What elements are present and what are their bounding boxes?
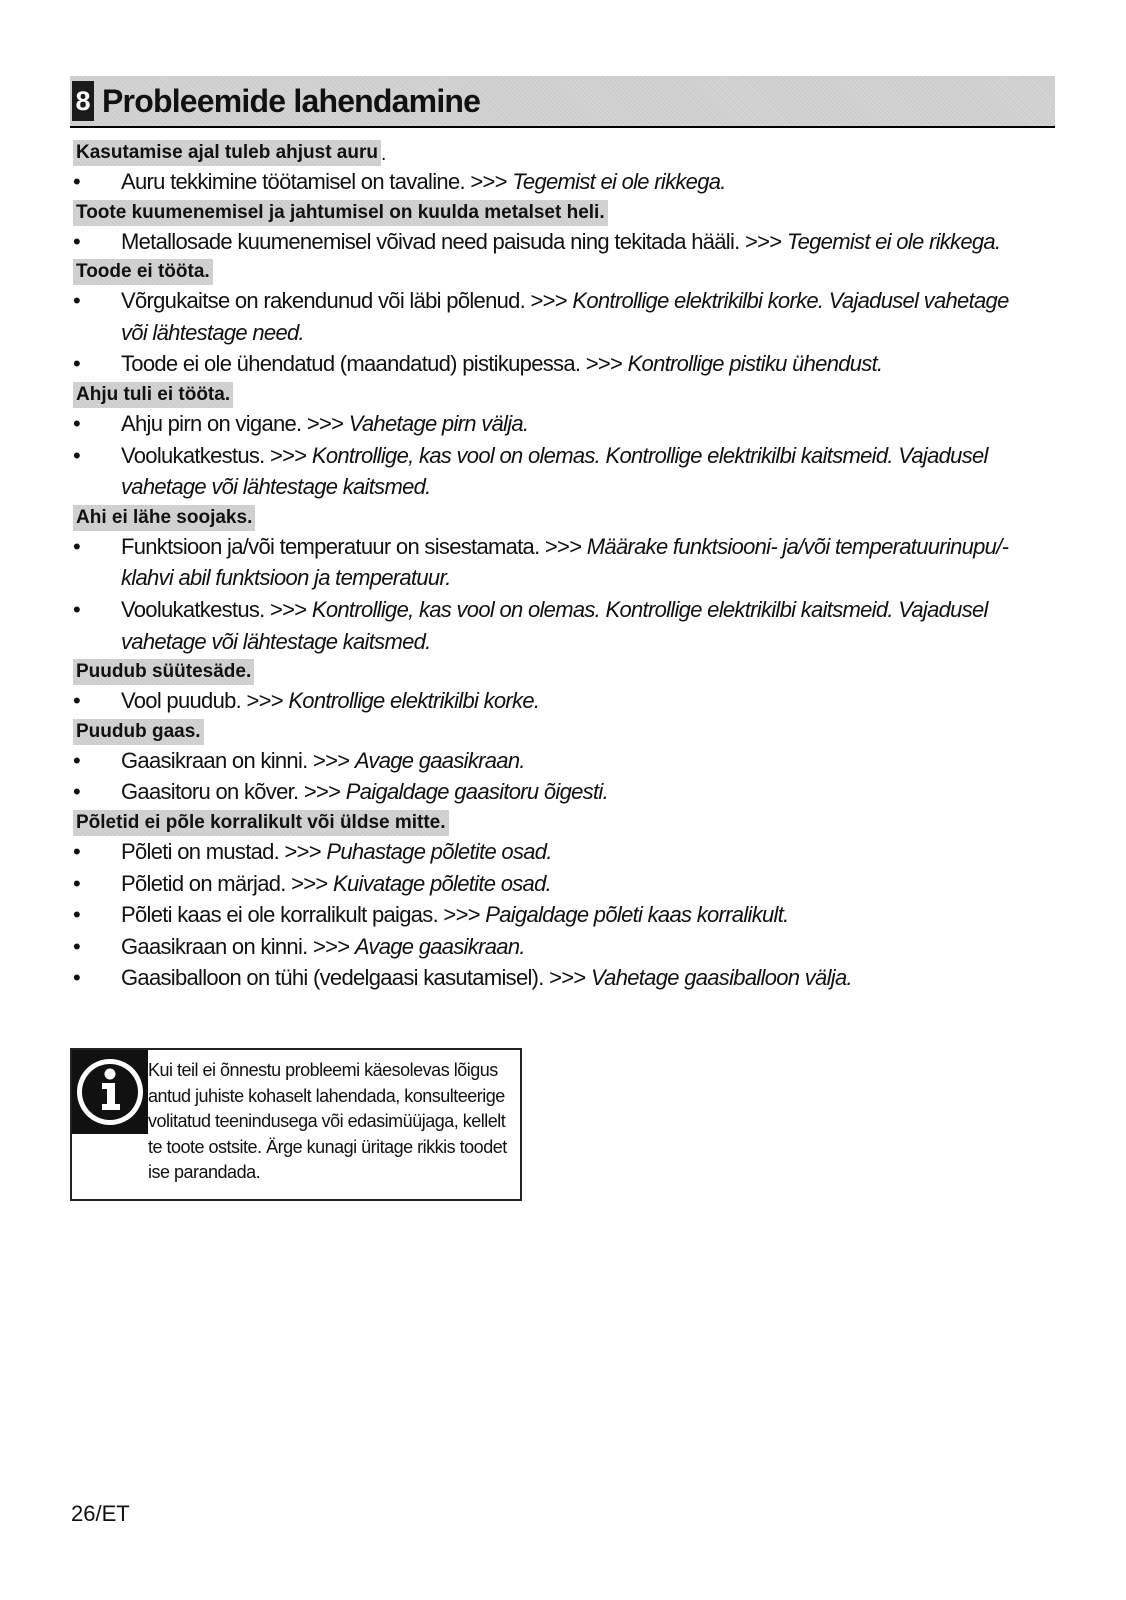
- cause-item: [73, 348, 1033, 380]
- remedy-text: Vahetage gaasiballoon välja.: [591, 965, 852, 991]
- cause-text: Voolukatkestus. >>>: [121, 442, 312, 468]
- cause-text: Funktsioon ja/või temperatuur on sisestamata. >>>: [121, 533, 587, 559]
- remedy-text: Kontrollige elektrikilbi korke.: [288, 688, 540, 714]
- cause-text: Voolukatkestus. >>>: [121, 596, 312, 622]
- problem-heading-line: [73, 657, 1033, 685]
- problem-heading-line: [73, 380, 1033, 408]
- cause-item: [73, 685, 1033, 717]
- bullet-icon: •: [73, 442, 81, 468]
- bullet-icon: •: [73, 870, 81, 896]
- chapter-header: [70, 76, 1055, 128]
- remedy-text: Tegemist ei ole rikkega.: [786, 228, 1001, 254]
- cause-text: Ahju pirn on vigane. >>>: [121, 410, 349, 436]
- remedy-text: Määrake funktsiooni- ja/või temperatuurinupu/-klahvi abil funktsioon ja temperatuur.: [121, 533, 1009, 591]
- cause-item: [73, 836, 1033, 868]
- cause-list: [73, 408, 1033, 503]
- cause-item: [73, 594, 1033, 657]
- cause-text: Gaasitoru on kõver. >>>: [121, 779, 346, 805]
- remedy-text: Kontrollige, kas vool on olemas. Kontrollige elektrikilbi kaitsmeid. Vajadusel vahetage või lähtestage kaitsmed.: [121, 442, 988, 500]
- cause-item: [73, 776, 1033, 808]
- bullet-icon: •: [73, 933, 81, 959]
- cause-list: [73, 531, 1033, 657]
- bullet-icon: •: [73, 838, 81, 864]
- remedy-text: Kontrollige elektrikilbi korke. Vajadusel vahetage või lähtestage need.: [121, 288, 1009, 345]
- info-note-text: Kui teil ei õnnestu probleemi käesolevas lõigus antud juhiste kohaselt lahendada, konsulteerige volitatud teenindusega või edasimüüjaga, kellelt te toote ostsite. Ärge kunagi üritage rikkis toodet ise parandada.: [148, 1060, 507, 1183]
- bullet-icon: •: [73, 902, 81, 928]
- problem-heading: Puudub süütesäde.: [73, 659, 254, 685]
- cause-item: [73, 166, 1033, 198]
- remedy-text: Avage gaasikraan.: [354, 933, 525, 959]
- problem-heading: Ahju tuli ei tööta.: [73, 382, 233, 408]
- bullet-icon: •: [73, 228, 81, 254]
- cause-item: [73, 931, 1033, 963]
- cause-text: Gaasikraan on kinni. >>>: [121, 747, 355, 773]
- bullet-icon: •: [73, 410, 81, 436]
- remedy-text: Kontrollige pistiku ühendust.: [627, 351, 883, 377]
- cause-text: Vool puudub. >>>: [121, 688, 289, 714]
- remedy-text: Vahetage pirn välja.: [348, 410, 529, 436]
- bullet-icon: •: [73, 596, 81, 622]
- cause-item: [73, 285, 1033, 348]
- bullet-icon: •: [73, 351, 81, 377]
- bullet-icon: •: [73, 747, 81, 773]
- problem-heading-line: [73, 198, 1033, 226]
- heading-suffix: .: [380, 144, 387, 165]
- cause-text: Metallosade kuumenemisel võivad need paisuda ning tekitada hääli. >>>: [121, 228, 787, 254]
- chapter-number: 8: [72, 81, 94, 121]
- cause-list: [73, 745, 1033, 808]
- cause-item: [73, 440, 1033, 503]
- remedy-text: Kontrollige, kas vool on olemas. Kontrollige elektrikilbi kaitsmeid. Vajadusel vahetage või lähtestage kaitsmed.: [121, 596, 988, 654]
- cause-item: [73, 226, 1033, 258]
- cause-list: [73, 166, 1033, 198]
- cause-text: Auru tekkimine töötamisel on tavaline. >>>: [121, 169, 513, 194]
- problem-heading: Toote kuumenemisel ja jahtumisel on kuulda metalset heli.: [73, 200, 608, 226]
- cause-item: [73, 868, 1033, 900]
- cause-item: [73, 531, 1033, 594]
- bullet-icon: •: [73, 688, 81, 714]
- page-number: 26/ET: [71, 1501, 130, 1526]
- cause-list: [73, 685, 1033, 717]
- cause-text: Põleti on mustad. >>>: [121, 838, 327, 864]
- problem-heading: Põletid ei põle korralikult või üldse mitte.: [73, 810, 449, 836]
- bullet-icon: •: [73, 779, 81, 805]
- problem-heading-line: [73, 257, 1033, 285]
- cause-item: [73, 745, 1033, 777]
- info-icon: [72, 1050, 148, 1134]
- info-note: [70, 1048, 522, 1201]
- cause-list: [73, 836, 1033, 994]
- problem-heading: Puudub gaas.: [73, 719, 204, 745]
- problem-heading-line: [73, 808, 1033, 836]
- cause-item: [73, 962, 1033, 994]
- cause-list: [73, 226, 1033, 258]
- cause-item: [73, 899, 1033, 931]
- problem-heading: Toode ei tööta.: [73, 259, 213, 285]
- bullet-icon: •: [73, 169, 81, 194]
- remedy-text: Tegemist ei ole rikkega.: [512, 169, 726, 194]
- remedy-text: Puhastage põletite osad.: [326, 838, 552, 864]
- cause-text: Põletid on märjad. >>>: [121, 870, 333, 896]
- cause-text: Võrgukaitse on rakendunud või läbi põlenud. >>>: [121, 288, 573, 314]
- problem-heading-line: [73, 717, 1033, 745]
- bullet-icon: •: [73, 965, 81, 991]
- remedy-text: Kuivatage põletite osad.: [333, 870, 552, 896]
- remedy-text: Paigaldage põleti kaas korralikult.: [485, 902, 789, 928]
- cause-text: Põleti kaas ei ole korralikult paigas. >>>: [121, 902, 486, 928]
- remedy-text: Paigaldage gaasitoru õigesti.: [345, 779, 608, 805]
- chapter-title: Probleemide lahendamine: [102, 82, 481, 119]
- bullet-icon: •: [73, 533, 81, 559]
- problem-heading-line: [73, 503, 1033, 531]
- remedy-text: Avage gaasikraan.: [354, 747, 525, 773]
- cause-item: [73, 408, 1033, 440]
- problem-heading-line: [73, 138, 1033, 166]
- problem-heading: Ahi ei lähe soojaks.: [73, 505, 255, 531]
- troubleshooting-list: [73, 138, 1033, 994]
- cause-text: Toode ei ole ühendatud (maandatud) pistikupessa. >>>: [121, 351, 628, 377]
- cause-text: Gaasikraan on kinni. >>>: [121, 933, 355, 959]
- cause-list: [73, 285, 1033, 380]
- problem-heading: Kasutamise ajal tuleb ahjust auru: [73, 140, 381, 166]
- cause-text: Gaasiballoon on tühi (vedelgaasi kasutamisel). >>>: [121, 965, 591, 991]
- bullet-icon: •: [73, 288, 81, 314]
